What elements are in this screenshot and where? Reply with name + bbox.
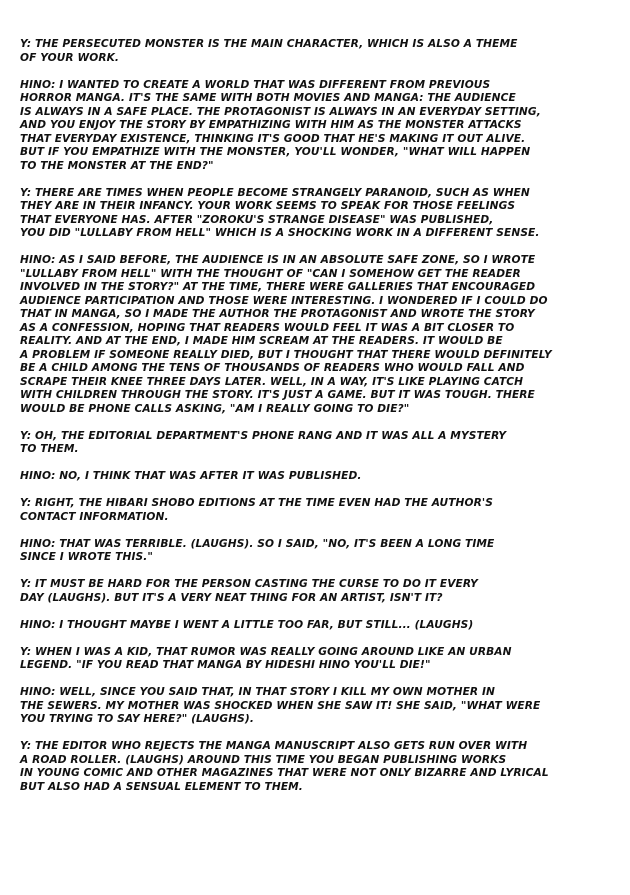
paragraph-hino-1: HINO: I WANTED TO CREATE A WORLD THAT WAS DIFFERENT FROM PREVIOUS HORROR MANGA. IT'S THE SAME WITH BOTH MOVIES AND MANGA: THE AUDIENCE IS ALWAYS IN A SAFE PLACE. THE PROTAGONIST IS ALWAYS IN AN EVERYDAY SETTING, AND YOU ENJOY THE STORY BY EMPATHIZING WITH HIM AS THE MONSTER ATTACKS THAT EVERYDAY EXISTENCE, THINKING IT'S GOOD THAT HE'S MAKING IT OUT ALIVE. BUT IF YOU EMPATHIZE WITH THE MONSTER, YOU'LL WONDER, "WHAT WILL HAPPEN TO THE MONSTER AT THE END?": [20, 78, 541, 172]
paragraph-hino-4: HINO: THAT WAS TERRIBLE. (LAUGHS). SO I SAID, "NO, IT'S BEEN A LONG TIME SINCE I WROTE THIS.": [20, 537, 495, 563]
paragraph-y-5: Y: IT MUST BE HARD FOR THE PERSON CASTING THE CURSE TO DO IT EVERY DAY (LAUGHS). BUT IT'S A VERY NEAT THING FOR AN ARTIST, ISN'T IT?: [20, 578, 478, 604]
paragraph-y-2: Y: THERE ARE TIMES WHEN PEOPLE BECOME STRANGELY PARANOID, SUCH AS WHEN THEY ARE IN THEIR INFANCY. YOUR WORK SEEMS TO SPEAK FOR THOSE FEELINGS THAT EVERYONE HAS. AFTER "ZOROKU'S STRANGE DISEASE" WAS PUBLISHED, YOU DID "LULLABY FROM HELL" WHICH IS A SHOCKING WORK IN A DIFFERENT SENSE.: [20, 186, 540, 239]
paragraph-hino-3: HINO: NO, I THINK THAT WAS AFTER IT WAS PUBLISHED.: [20, 470, 362, 482]
interview-text: [20, 38, 616, 808]
paragraph-y-7: Y: THE EDITOR WHO REJECTS THE MANGA MANUSCRIPT ALSO GETS RUN OVER WITH A ROAD ROLLER. (LAUGHS) AROUND THIS TIME YOU BEGAN PUBLISHING WORKS IN YOUNG COMIC AND OTHER MAGAZINES THAT WERE NOT ONLY BIZARRE AND LYRICAL BUT ALSO HAD A SENSUAL ELEMENT TO THEM.: [20, 740, 549, 793]
paragraph-y-4: Y: RIGHT, THE HIBARI SHOBO EDITIONS AT THE TIME EVEN HAD THE AUTHOR'S CONTACT INFORMATION.: [20, 497, 493, 523]
paragraph-y-6: Y: WHEN I WAS A KID, THAT RUMOR WAS REALLY GOING AROUND LIKE AN URBAN LEGEND. "IF YOU READ THAT MANGA BY HIDESHI HINO YOU'LL DIE!": [20, 645, 512, 671]
paragraph-hino-6: HINO: WELL, SINCE YOU SAID THAT, IN THAT STORY I KILL MY OWN MOTHER IN THE SEWERS. MY MOTHER WAS SHOCKED WHEN SHE SAW IT! SHE SAID, "WHAT WERE YOU TRYING TO SAY HERE?" (LAUGHS).: [20, 686, 541, 725]
paragraph-y-1: Y: THE PERSECUTED MONSTER IS THE MAIN CHARACTER, WHICH IS ALSO A THEME OF YOUR WORK.: [20, 38, 518, 64]
paragraph-y-3: Y: OH, THE EDITORIAL DEPARTMENT'S PHONE RANG AND IT WAS ALL A MYSTERY TO THEM.: [20, 429, 507, 455]
paragraph-hino-5: HINO: I THOUGHT MAYBE I WENT A LITTLE TOO FAR, BUT STILL... (LAUGHS): [20, 618, 474, 631]
paragraph-hino-2: HINO: AS I SAID BEFORE, THE AUDIENCE IS IN AN ABSOLUTE SAFE ZONE, SO I WROTE "LULLABY FROM HELL" WITH THE THOUGHT OF "CAN I SOMEHOW GET THE READER INVOLVED IN THE STORY?" AT THE TIME, THERE WERE GALLERIES THAT ENCOURAGED AUDIENCE PARTICIPATION AND THOSE WERE INTERESTING. I WONDERED IF I COULD DO THAT IN MANGA, SO I MADE THE AUTHOR THE PROTAGONIST AND WROTE THE STORY AS A CONFESSION, HOPING THAT READERS WOULD FEEL IT WAS A BIT CLOSER TO REALITY. AND AT THE END, I MADE HIM SCREAM AT THE READERS. IT WOULD BE A PROBLEM IF SOMEONE REALLY DIED, BUT I THOUGHT THAT THERE WOULD DEFINITELY BE A CHILD AMONG THE TENS OF THOUSANDS OF READERS WHO WOULD FALL AND SCRAPE THEIR KNEE THREE DAYS LATER. WELL, IN A WAY, IT'S LIKE PLAYING CATCH WITH CHILDREN THROUGH THE STORY. IT'S JUST A GAME. BUT IT WAS TOUGH. THERE WOULD BE PHONE CALLS ASKING, "AM I REALLY GOING TO DIE?": [20, 254, 552, 415]
